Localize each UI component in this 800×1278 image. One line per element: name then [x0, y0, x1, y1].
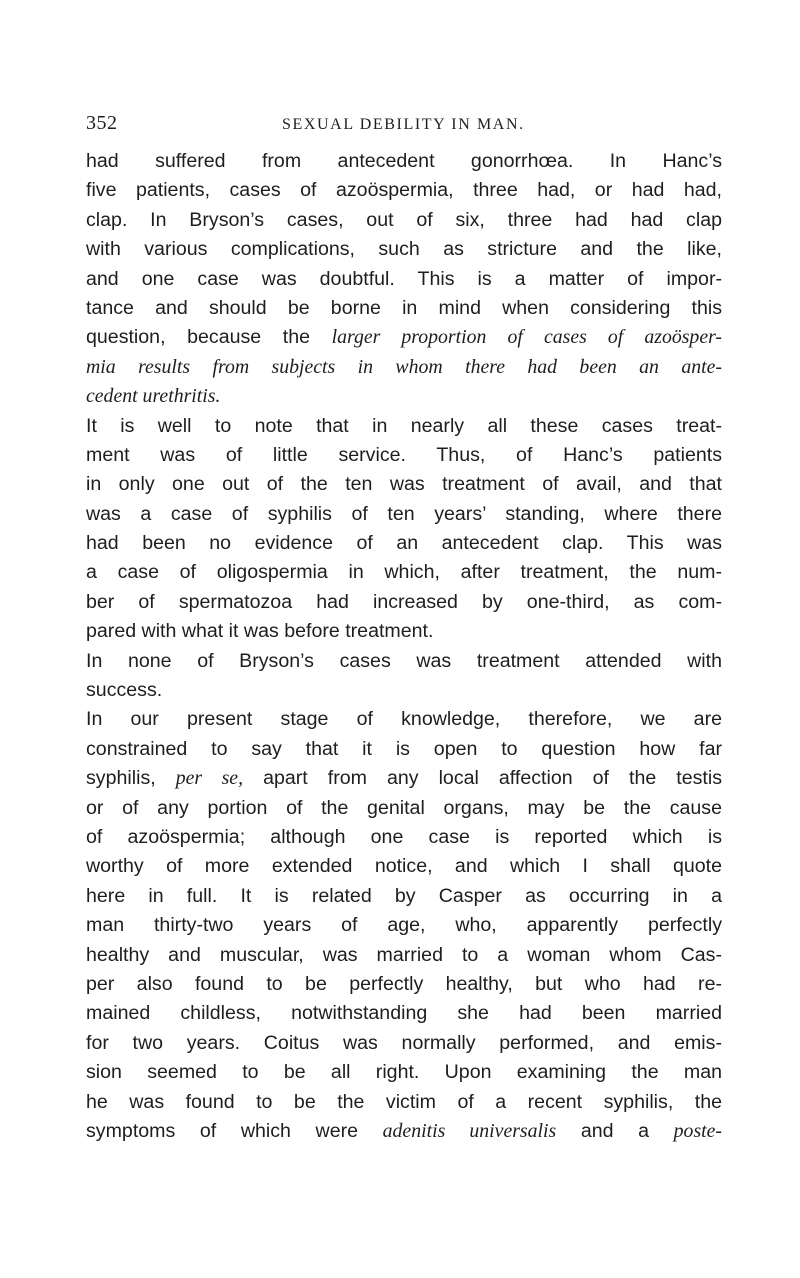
text-line [86, 647, 722, 676]
text-line [86, 852, 722, 881]
text-segment: success. [86, 679, 163, 702]
text-segment: ment was of little service. Thus, of Hanc’s patients [86, 443, 722, 466]
text-segment: in only one out of the ten was treatment of avail, and that [86, 473, 722, 496]
text-segment: for two years. Coitus was normally performed, and emis- [86, 1031, 722, 1054]
text-segment: It is well to note that in nearly all these cases treat- [86, 414, 722, 437]
text-segment: here in full. It is related by Casper as occurring in a [86, 884, 722, 907]
text-segment: symptoms of which were [86, 1119, 383, 1142]
text-line [86, 617, 722, 646]
text-line [86, 147, 722, 176]
text-segment: and a [556, 1119, 674, 1142]
text-line [86, 970, 722, 999]
text-segment: constrained to say that it is open to question how far [86, 737, 722, 760]
text-segment: syphilis, [86, 767, 176, 790]
text-line [86, 382, 722, 411]
text-segment: clap. In Bryson’s cases, out of six, three had had clap [86, 208, 722, 231]
text-segment: ber of spermatozoa had increased by one-third, as com- [86, 590, 722, 613]
text-line [86, 441, 722, 470]
text-line [86, 705, 722, 734]
text-line [86, 265, 722, 294]
text-segment: man thirty-two years of age, who, apparently perfectly [86, 914, 722, 937]
text-line [86, 676, 722, 705]
text-segment: apart from any local affection of the testis [243, 767, 722, 790]
text-segment: a case of oligospermia in which, after treatment, the num- [86, 561, 722, 584]
text-segment: healthy and muscular, was married to a woman whom Cas- [86, 943, 722, 966]
text-line [86, 1117, 722, 1146]
text-segment: per also found to be perfectly healthy, but who had re- [86, 972, 722, 995]
italic-text: adenitis universalis [382, 1119, 557, 1142]
text-segment: In none of Bryson’s cases was treatment attended with [86, 649, 722, 672]
text-line [86, 500, 722, 529]
text-segment: pared with what it was before treatment. [86, 620, 434, 643]
text-segment: five patients, cases of azoöspermia, three had, or had had, [86, 179, 722, 202]
text-line [86, 941, 722, 970]
page-number: 352 [86, 112, 118, 134]
text-line [86, 235, 722, 264]
text-segment: worthy of more extended notice, and which I shall quote [86, 855, 722, 878]
text-segment: tance and should be borne in mind when considering this [86, 296, 722, 319]
text-line [86, 323, 722, 352]
text-line [86, 529, 722, 558]
italic-text: cedent urethritis. [86, 385, 221, 408]
text-segment: sion seemed to be all right. Upon examining the man [86, 1061, 722, 1084]
text-line [86, 1058, 722, 1087]
text-line [86, 206, 722, 235]
text-line [86, 999, 722, 1028]
text-segment: and one case was doubtful. This is a matter of impor- [86, 267, 722, 290]
text-segment: of azoöspermia; although one case is reported which is [86, 825, 722, 848]
text-segment: with various complications, such as stricture and the like, [86, 238, 722, 261]
text-segment: In our present stage of knowledge, therefore, we are [86, 708, 722, 731]
text-segment: or of any portion of the genital organs, may be the cause [86, 796, 722, 819]
italic-text: poste- [673, 1119, 722, 1142]
italic-text: larger proportion of cases of azoösper- [331, 326, 722, 349]
text-line [86, 911, 722, 940]
text-segment: had been no evidence of an antecedent clap. This was [86, 532, 722, 555]
text-line [86, 764, 722, 793]
running-head [86, 112, 722, 142]
text-line [86, 294, 722, 323]
text-line [86, 176, 722, 205]
text-line [86, 1029, 722, 1058]
text-segment: had suffered from antecedent gonorrhœa. In Hanc’s [86, 150, 722, 172]
text-segment: mained childless, notwithstanding she had been married [86, 1002, 722, 1025]
text-line [86, 823, 722, 852]
text-line [86, 353, 722, 382]
running-title: SEXUAL DEBILITY IN MAN. [282, 116, 525, 133]
text-line [86, 588, 722, 617]
text-segment: was a case of syphilis of ten years’ standing, where there [86, 502, 722, 525]
text-line [86, 558, 722, 587]
text-line [86, 882, 722, 911]
text-line [86, 794, 722, 823]
text-segment: he was found to be the victim of a recent syphilis, the [86, 1090, 722, 1113]
italic-text: mia results from subjects in whom there had been an ante- [86, 355, 722, 378]
text-line [86, 470, 722, 499]
text-line [86, 412, 722, 441]
italic-text: per se, [175, 767, 244, 790]
text-line [86, 735, 722, 764]
text-segment: question, because the [86, 326, 332, 349]
text-line [86, 1088, 722, 1117]
body-text [86, 147, 722, 1146]
